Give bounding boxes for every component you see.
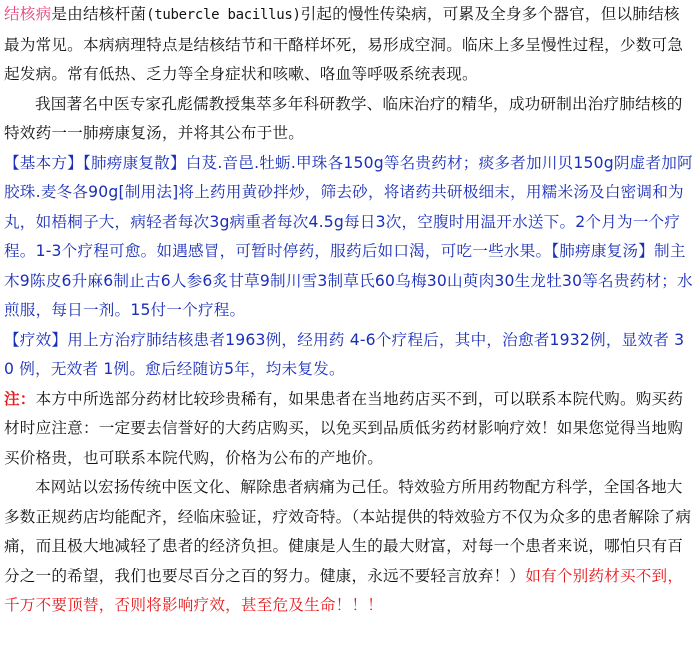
soup-formula-label: 【肺痨康复汤】 [551,242,655,260]
efficacy-paragraph [4,326,694,385]
formula-paragraph [4,149,694,326]
mission-text: 本网站以宏扬传统中医文化、解除患者病痛为己任。特效验方所用药物配方科学，全国各地大多数正规药店均能配齐，经临床验证，疗效奇特。（本站提供的特效验方不仅为众多的患者解除了病痛，而且极大地减轻了患者的经济负担。健康是人生的最大财富，对每一个患者来说，哪怕只有百分之一的希望，我们也要尽百分之百的努力。健康，永远不要轻言放弃！） [4,478,692,585]
announcement-paragraph [4,90,694,149]
powder-formula-label: 【肺痨康复散】 [82,153,186,172]
intro-paragraph [4,0,694,90]
efficacy-text: 用上方治疗肺结核患者1963例，经用药 4-6个疗程后，其中，治愈者1932例，显效者 30 例，无效者 1例。愈后经随访5年，均未复发。 [4,330,685,378]
mission-paragraph [4,473,694,621]
soup-formula-text: 制主木9陈皮6升麻6制止古6人参6炙甘草9制川雪3制草氏60乌梅30山萸肉30生龙牡30等名贵药材；水煎服，每日一剂。15付一个疗程。 [4,242,693,319]
basic-formula-label: 【基本方】 [4,153,83,172]
note-paragraph [4,385,694,474]
warning-text: 如有个别药材买不到，千万不要顶替，否则将影响疗效，甚至危及生命！！！ [4,566,684,614]
note-label: 注： [4,389,36,408]
announcement-text: 我国著名中医专家孔彪儒教授集萃多年科研教学、临床治疗的精华，成功研制出治疗肺结核的特效药一一肺痨康复汤，并将其公布于世。 [4,94,683,142]
disease-term-link[interactable]: 结核病 [4,5,52,23]
powder-formula-text: 白芨.音邑.牡蛎.甲珠各150g等名贵药材；痰多者加川贝150g阴虚者加阿胶珠.麦冬各90g[制用法]将上药用黄砂拌炒，筛去砂，将诸药共研极细末，用糯米汤及白密调和为丸，如梧桐子大，病轻者每次3g病重者每次4.5g每日3次，空腹时用温开水送下。2个月为一个疗程。1-3个疗程可愈。如遇感冒，可暂时停药，服药后如口渴，可吃一些水果。 [4,153,693,260]
article-body [4,0,694,621]
intro-text-before-latin: 是由结核杆菌 [51,5,147,23]
latin-name: (tubercle bacillus) [146,7,301,23]
intro-text-after-latin: 引起的慢性传染病，可累及全身多个器官，但以肺结核最为常见。本病病理特点是结核结节和干酪样坏死，易形成空洞。临床上多呈慢性过程，少数可急起发病。常有低热、乏力等全身症状和咳嗽、咯血等呼吸系统表现。 [4,5,684,83]
note-text: 本方中所选部分药材比较珍贵稀有，如果患者在当地药店买不到，可以联系本院代购。购买药材时应注意：一定要去信誉好的大药店购买，以免买到品质低劣药材影响疗效！如果您觉得当地购买价格贵，也可联系本院代购，价格为公布的产地价。 [4,389,684,467]
efficacy-label: 【疗效】 [4,330,68,349]
